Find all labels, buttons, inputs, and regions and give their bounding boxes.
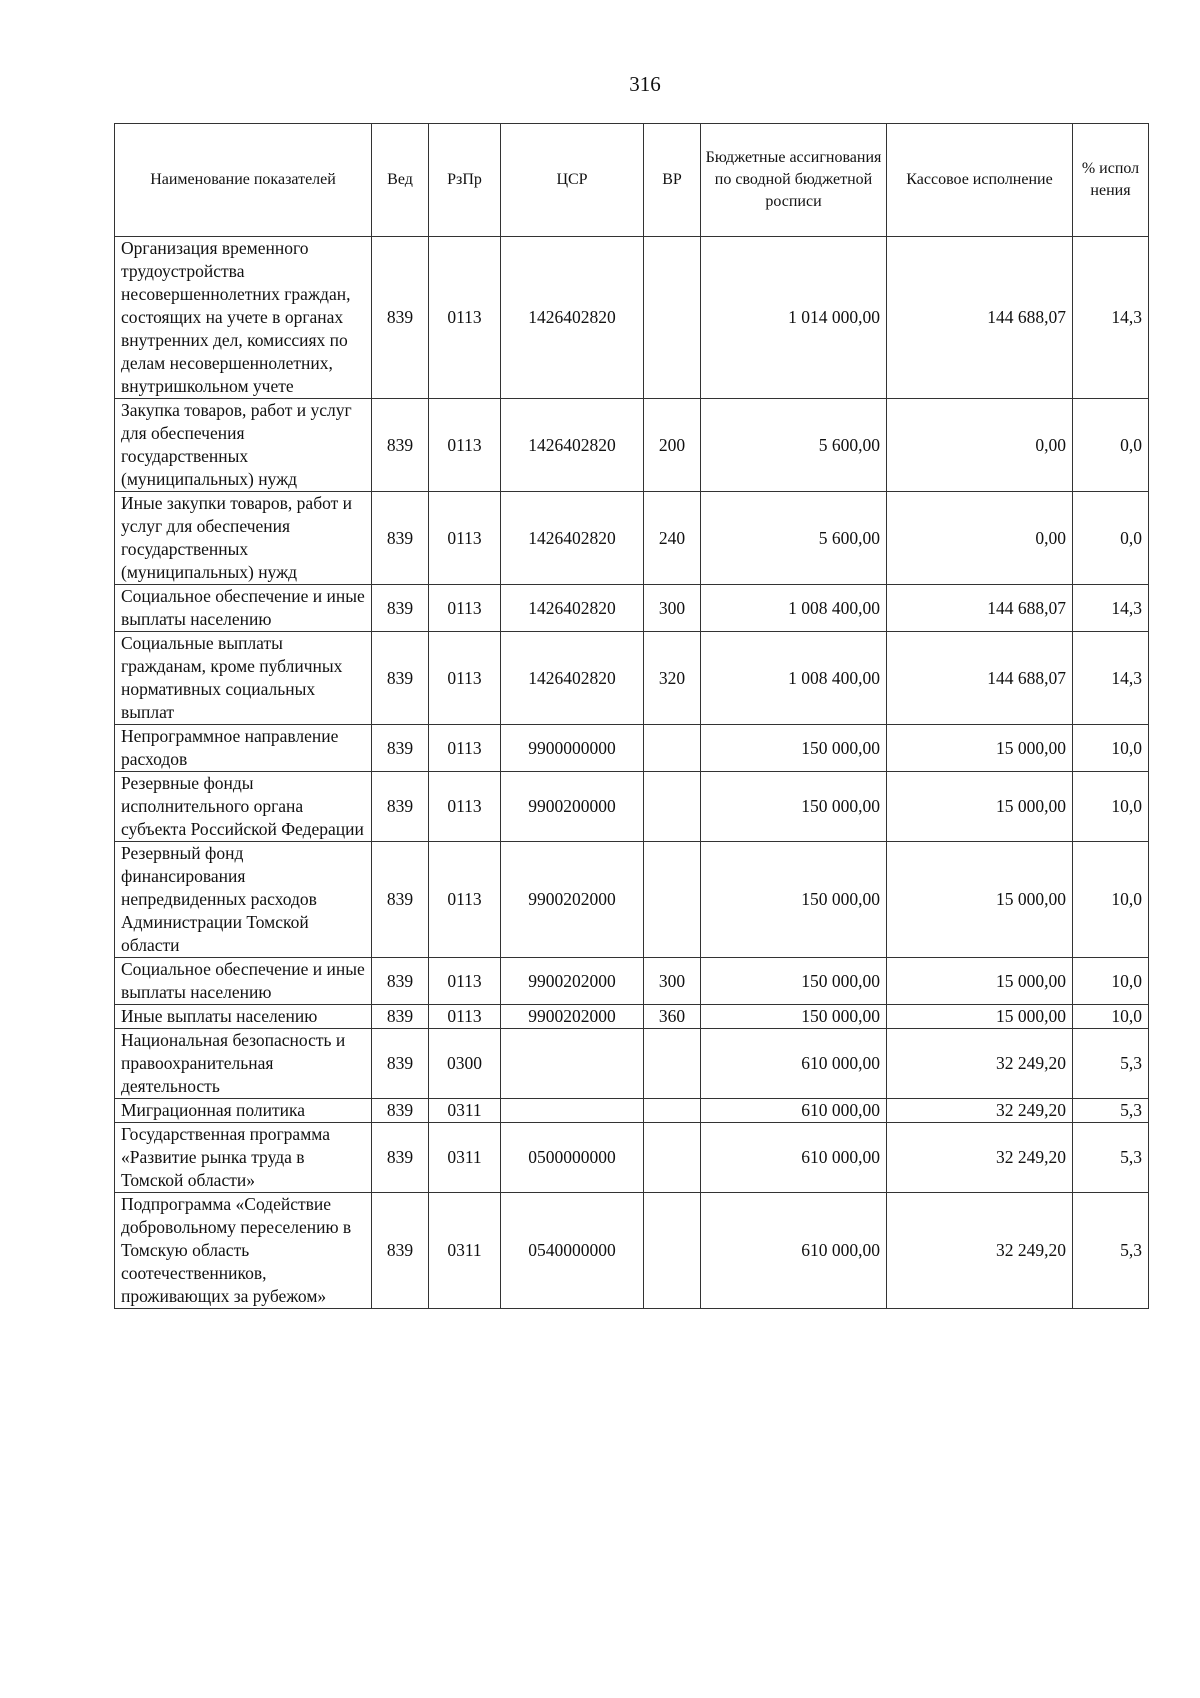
header-name: Наименование показателей — [115, 124, 372, 237]
header-percent: % испол нения — [1073, 124, 1149, 237]
table-row — [115, 958, 1149, 1005]
page-number: 316 — [629, 72, 661, 96]
cell-rzpr: 0113 — [429, 237, 501, 399]
cell-rzpr: 0113 — [429, 585, 501, 632]
cell-percent: 14,3 — [1073, 585, 1149, 632]
cell-ved: 839 — [372, 1029, 429, 1099]
cell-cash: 144 688,07 — [887, 585, 1073, 632]
cell-cash: 15 000,00 — [887, 725, 1073, 772]
cell-budget: 150 000,00 — [701, 772, 887, 842]
cell-name: Социальное обеспечение и иные выплаты населению — [115, 585, 372, 632]
cell-cash: 15 000,00 — [887, 958, 1073, 1005]
cell-ved: 839 — [372, 1099, 429, 1123]
table-row — [115, 237, 1149, 399]
table-row — [115, 492, 1149, 585]
cell-vr — [644, 1193, 701, 1309]
cell-ved: 839 — [372, 399, 429, 492]
cell-csr — [501, 1029, 644, 1099]
cell-cash: 15 000,00 — [887, 1005, 1073, 1029]
header-csr: ЦСР — [501, 124, 644, 237]
header-budget: Бюджетные ассигнования по сводной бюджетной росписи — [701, 124, 887, 237]
cell-percent: 10,0 — [1073, 725, 1149, 772]
cell-ved: 839 — [372, 492, 429, 585]
cell-percent: 0,0 — [1073, 492, 1149, 585]
cell-csr: 1426402820 — [501, 399, 644, 492]
cell-name: Закупка товаров, работ и услуг для обеспечения государственных (муниципальных) нужд — [115, 399, 372, 492]
cell-cash: 32 249,20 — [887, 1193, 1073, 1309]
cell-vr — [644, 1029, 701, 1099]
cell-vr: 360 — [644, 1005, 701, 1029]
cell-ved: 839 — [372, 725, 429, 772]
cell-csr: 9900202000 — [501, 842, 644, 958]
cell-percent: 10,0 — [1073, 958, 1149, 1005]
cell-percent: 5,3 — [1073, 1099, 1149, 1123]
cell-name: Государственная программа «Развитие рынка труда в Томской области» — [115, 1123, 372, 1193]
cell-cash: 144 688,07 — [887, 632, 1073, 725]
cell-name: Миграционная политика — [115, 1099, 372, 1123]
table-header-row — [115, 124, 1149, 237]
cell-ved: 839 — [372, 1005, 429, 1029]
cell-percent: 10,0 — [1073, 842, 1149, 958]
cell-budget: 1 014 000,00 — [701, 237, 887, 399]
cell-cash: 32 249,20 — [887, 1029, 1073, 1099]
cell-cash: 0,00 — [887, 399, 1073, 492]
cell-vr: 200 — [644, 399, 701, 492]
cell-percent: 10,0 — [1073, 1005, 1149, 1029]
cell-name: Национальная безопасность и правоохранительная деятельность — [115, 1029, 372, 1099]
cell-percent: 5,3 — [1073, 1029, 1149, 1099]
cell-vr: 320 — [644, 632, 701, 725]
cell-rzpr: 0113 — [429, 632, 501, 725]
cell-name: Непрограммное направление расходов — [115, 725, 372, 772]
header-cash: Кассовое исполнение — [887, 124, 1073, 237]
cell-vr — [644, 1123, 701, 1193]
table-row — [115, 399, 1149, 492]
cell-ved: 839 — [372, 1123, 429, 1193]
cell-budget: 5 600,00 — [701, 492, 887, 585]
cell-name: Иные выплаты населению — [115, 1005, 372, 1029]
cell-csr: 0500000000 — [501, 1123, 644, 1193]
budget-table — [114, 123, 1149, 1309]
table-row — [115, 1193, 1149, 1309]
cell-vr — [644, 725, 701, 772]
cell-rzpr: 0113 — [429, 958, 501, 1005]
cell-budget: 1 008 400,00 — [701, 585, 887, 632]
cell-csr: 1426402820 — [501, 492, 644, 585]
cell-rzpr: 0113 — [429, 725, 501, 772]
cell-cash: 32 249,20 — [887, 1123, 1073, 1193]
cell-vr — [644, 237, 701, 399]
cell-rzpr: 0113 — [429, 772, 501, 842]
cell-csr — [501, 1099, 644, 1123]
cell-name: Социальное обеспечение и иные выплаты населению — [115, 958, 372, 1005]
cell-ved: 839 — [372, 842, 429, 958]
cell-percent: 0,0 — [1073, 399, 1149, 492]
cell-csr: 1426402820 — [501, 632, 644, 725]
table-row — [115, 1123, 1149, 1193]
cell-budget: 610 000,00 — [701, 1123, 887, 1193]
table-row — [115, 632, 1149, 725]
cell-vr: 240 — [644, 492, 701, 585]
cell-csr: 1426402820 — [501, 237, 644, 399]
cell-cash: 0,00 — [887, 492, 1073, 585]
cell-budget: 150 000,00 — [701, 958, 887, 1005]
cell-budget: 610 000,00 — [701, 1029, 887, 1099]
cell-ved: 839 — [372, 237, 429, 399]
cell-ved: 839 — [372, 1193, 429, 1309]
header-ved: Вед — [372, 124, 429, 237]
cell-ved: 839 — [372, 585, 429, 632]
cell-name: Подпрограмма «Содействие добровольному переселению в Томскую область соотечественников, проживающих за рубежом» — [115, 1193, 372, 1309]
cell-percent: 14,3 — [1073, 237, 1149, 399]
cell-ved: 839 — [372, 632, 429, 725]
cell-name: Социальные выплаты гражданам, кроме публичных нормативных социальных выплат — [115, 632, 372, 725]
cell-cash: 32 249,20 — [887, 1099, 1073, 1123]
cell-name: Иные закупки товаров, работ и услуг для обеспечения государственных (муниципальных) нужд — [115, 492, 372, 585]
cell-percent: 5,3 — [1073, 1123, 1149, 1193]
cell-csr: 9900000000 — [501, 725, 644, 772]
cell-budget: 610 000,00 — [701, 1193, 887, 1309]
cell-rzpr: 0113 — [429, 842, 501, 958]
cell-ved: 839 — [372, 958, 429, 1005]
cell-budget: 610 000,00 — [701, 1099, 887, 1123]
cell-vr: 300 — [644, 958, 701, 1005]
header-rzpr: РзПр — [429, 124, 501, 237]
cell-rzpr: 0113 — [429, 1005, 501, 1029]
cell-percent: 5,3 — [1073, 1193, 1149, 1309]
cell-cash: 144 688,07 — [887, 237, 1073, 399]
header-vr: ВР — [644, 124, 701, 237]
cell-rzpr: 0113 — [429, 399, 501, 492]
table-row — [115, 585, 1149, 632]
cell-csr: 1426402820 — [501, 585, 644, 632]
cell-budget: 150 000,00 — [701, 725, 887, 772]
cell-rzpr: 0113 — [429, 492, 501, 585]
cell-csr: 9900202000 — [501, 958, 644, 1005]
cell-budget: 150 000,00 — [701, 842, 887, 958]
cell-csr: 9900200000 — [501, 772, 644, 842]
cell-name: Резервный фонд финансирования непредвиденных расходов Администрации Томской области — [115, 842, 372, 958]
cell-name: Организация временного трудоустройства несовершеннолетних граждан, состоящих на учете в органах внутренних дел, комиссиях по делам несовершеннолетних, внутришкольном учете — [115, 237, 372, 399]
table-row — [115, 1005, 1149, 1029]
cell-percent: 14,3 — [1073, 632, 1149, 725]
cell-budget: 150 000,00 — [701, 1005, 887, 1029]
cell-ved: 839 — [372, 772, 429, 842]
table-row — [115, 842, 1149, 958]
cell-name: Резервные фонды исполнительного органа субъекта Российской Федерации — [115, 772, 372, 842]
table-row — [115, 725, 1149, 772]
cell-budget: 5 600,00 — [701, 399, 887, 492]
cell-cash: 15 000,00 — [887, 772, 1073, 842]
table-row — [115, 1029, 1149, 1099]
cell-rzpr: 0311 — [429, 1123, 501, 1193]
cell-rzpr: 0311 — [429, 1099, 501, 1123]
cell-csr: 0540000000 — [501, 1193, 644, 1309]
cell-cash: 15 000,00 — [887, 842, 1073, 958]
cell-budget: 1 008 400,00 — [701, 632, 887, 725]
cell-vr: 300 — [644, 585, 701, 632]
table-row — [115, 772, 1149, 842]
cell-rzpr: 0300 — [429, 1029, 501, 1099]
cell-vr — [644, 772, 701, 842]
cell-vr — [644, 842, 701, 958]
cell-percent: 10,0 — [1073, 772, 1149, 842]
cell-vr — [644, 1099, 701, 1123]
cell-rzpr: 0311 — [429, 1193, 501, 1309]
table-row — [115, 1099, 1149, 1123]
cell-csr: 9900202000 — [501, 1005, 644, 1029]
